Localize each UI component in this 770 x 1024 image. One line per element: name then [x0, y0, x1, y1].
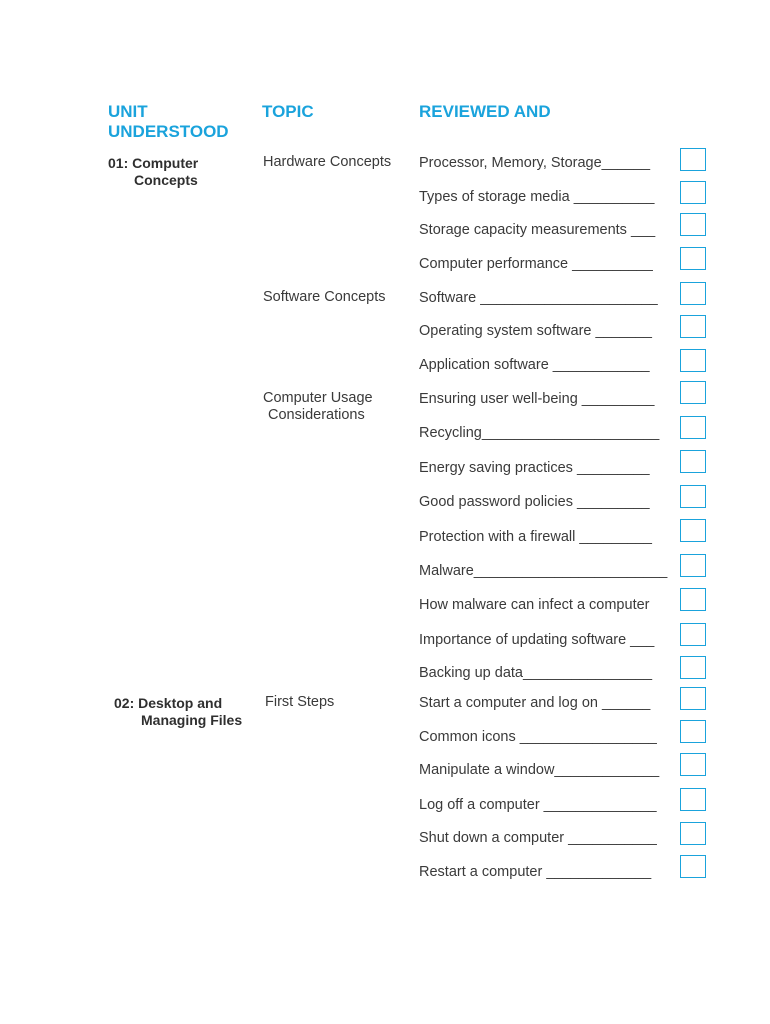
checkbox[interactable] — [680, 416, 706, 439]
topic-line1: First Steps — [265, 694, 335, 710]
unit-01-line1: 01: Computer — [108, 155, 199, 171]
checklist-item: Log off a computer ______________ — [419, 797, 657, 813]
checkbox[interactable] — [680, 213, 706, 236]
checklist-item: Restart a computer _____________ — [419, 864, 652, 880]
topic-first-steps — [265, 694, 334, 711]
checkbox[interactable] — [680, 554, 706, 577]
checklist-item: Shut down a computer ___________ — [419, 830, 657, 846]
topic-line1: Hardware Concepts — [263, 154, 392, 170]
topic-line2: Considerations — [268, 407, 365, 423]
checkbox[interactable] — [680, 588, 706, 611]
checkbox[interactable] — [680, 247, 706, 270]
checklist-item: Storage capacity measurements ___ — [419, 222, 656, 238]
checkbox[interactable] — [680, 519, 706, 542]
topic-line1: Computer Usage — [263, 390, 373, 406]
checklist-item: Computer performance __________ — [419, 256, 653, 272]
checkbox[interactable] — [680, 753, 706, 776]
checkbox[interactable] — [680, 788, 706, 811]
checkbox[interactable] — [680, 282, 706, 305]
checkbox[interactable] — [680, 485, 706, 508]
checklist-item: Recycling______________________ — [419, 425, 660, 441]
checkbox[interactable] — [680, 656, 706, 679]
checkbox[interactable] — [680, 720, 706, 743]
checklist-item: Ensuring user well-being _________ — [419, 391, 655, 407]
checkbox[interactable] — [680, 687, 706, 710]
header-topic: TOPIC — [262, 102, 314, 121]
checklist-item: Protection with a firewall _________ — [419, 529, 652, 545]
unit-01-line2: Concepts — [134, 172, 198, 188]
checkbox[interactable] — [680, 315, 706, 338]
checklist-item: Importance of updating software ___ — [419, 632, 655, 648]
header-reviewed-and: REVIEWED AND — [419, 102, 551, 121]
unit-02-label — [114, 695, 242, 729]
checkbox[interactable] — [680, 822, 706, 845]
checkbox[interactable] — [680, 855, 706, 878]
unit-02-line1: 02: Desktop and — [114, 695, 223, 711]
checklist-item: Energy saving practices _________ — [419, 460, 650, 476]
topic-line1: Software Concepts — [263, 289, 386, 305]
checklist-item: Operating system software _______ — [419, 323, 652, 339]
checklist-item: Common icons _________________ — [419, 729, 657, 745]
checkbox[interactable] — [680, 381, 706, 404]
header-unit-understood: UNIT UNDERSTOOD — [108, 102, 229, 141]
topic-computer-usage-considerations — [263, 390, 373, 424]
checklist-item: Good password policies _________ — [419, 494, 650, 510]
checklist-item: How malware can infect a computer — [419, 597, 650, 613]
checklist-item: Application software ____________ — [419, 357, 650, 373]
checklist-item: Backing up data________________ — [419, 665, 653, 681]
checklist-item: Types of storage media __________ — [419, 189, 655, 205]
unit-01-label — [108, 155, 198, 189]
topic-software-concepts — [263, 289, 386, 306]
checkbox[interactable] — [680, 181, 706, 204]
checkbox[interactable] — [680, 148, 706, 171]
checklist-item: Manipulate a window_____________ — [419, 762, 660, 778]
unit-02-line2: Managing Files — [141, 712, 243, 728]
checklist-item: Processor, Memory, Storage______ — [419, 155, 651, 171]
checklist-item: Software ______________________ — [419, 290, 658, 306]
checkbox[interactable] — [680, 349, 706, 372]
checkbox[interactable] — [680, 623, 706, 646]
checklist-item: Start a computer and log on ______ — [419, 695, 651, 711]
checkbox[interactable] — [680, 450, 706, 473]
checklist-item: Malware________________________ — [419, 563, 668, 579]
topic-hardware-concepts — [263, 154, 391, 171]
